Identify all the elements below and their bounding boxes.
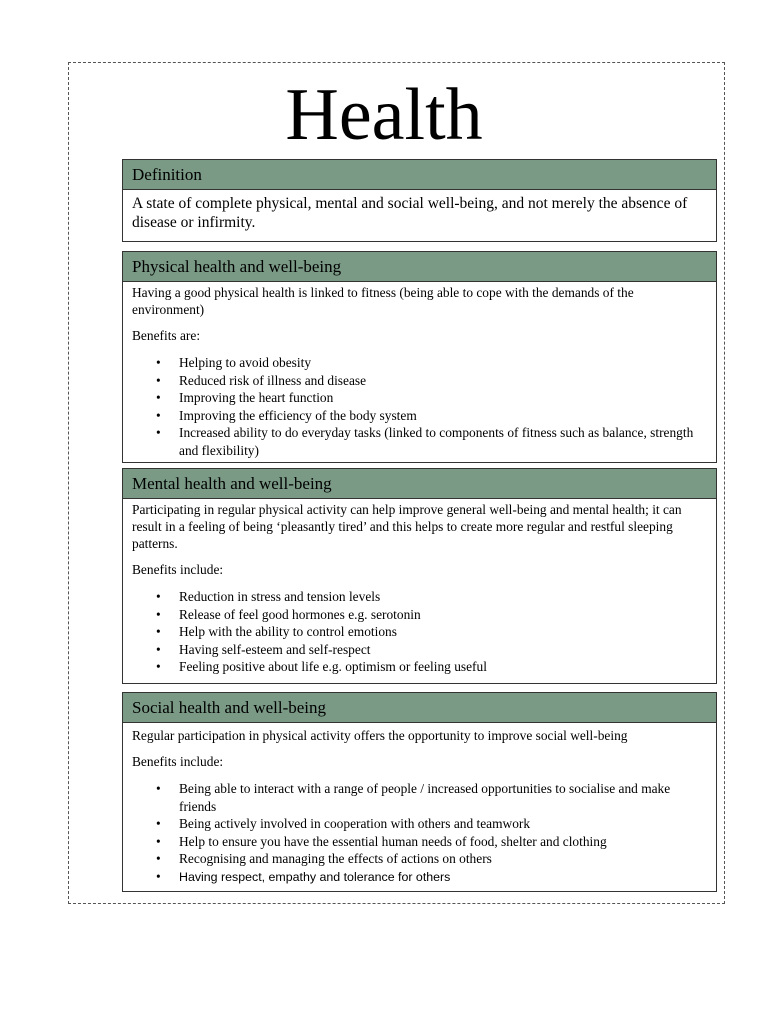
definition-heading: Definition [123, 160, 716, 190]
list-item: • Having respect, empathy and tolerance for others [156, 868, 451, 884]
list-item: • Improving the heart function [156, 390, 334, 406]
social-heading: Social health and well-being [123, 693, 716, 723]
bullet-icon: • [156, 833, 161, 849]
social-benefits-label: Benefits include: [132, 754, 224, 769]
bullet-icon: • [156, 589, 161, 604]
bullet-icon: • [156, 624, 161, 640]
mental-benefits-label: Benefits include: [132, 562, 224, 577]
list-item: • Recognising and managing the effects of actions on others [156, 851, 492, 867]
bullet-icon: • [156, 851, 161, 867]
bullet-icon: • [156, 372, 161, 388]
list-item: • Feeling positive about life e.g. optimism or feeling useful [156, 659, 487, 675]
mental-intro: Participating in regular physical activity can help improve general well-being and mental health; it can result in a feeling of being ‘pleasantly tired’ and this helps to create more regular and restful sleeping patterns. [132, 502, 682, 551]
bullet-icon: • [156, 816, 161, 832]
definition-box [122, 159, 717, 242]
bullet-icon: • [156, 355, 161, 370]
mental-benefits-list [132, 588, 708, 676]
social-benefits-list [132, 780, 708, 887]
list-item: • Help with the ability to control emotions [156, 624, 397, 640]
physical-heading: Physical health and well-being [123, 252, 716, 282]
definition-text: A state of complete physical, mental and social well-being, and not merely the absence of disease or infirmity. [132, 195, 688, 231]
bullet-icon: • [156, 781, 161, 796]
list-item: • Being able to interact with a range of people / increased opportunities to socialise and make friends [156, 781, 671, 814]
physical-benefits-label: Benefits are: [132, 328, 201, 343]
bullet-icon: • [156, 659, 161, 675]
list-item: • Reduced risk of illness and disease [156, 372, 367, 388]
bullet-icon: • [156, 425, 161, 441]
list-item: • Helping to avoid obesity [156, 355, 312, 370]
list-item: • Release of feel good hormones e.g. serotonin [156, 606, 421, 622]
bullet-icon: • [156, 606, 161, 622]
bullet-icon: • [156, 390, 161, 406]
physical-box [122, 251, 717, 463]
physical-benefits-list [132, 354, 708, 460]
bullet-icon: • [156, 641, 161, 657]
mental-box [122, 468, 717, 684]
page-title: Health [285, 74, 483, 156]
bullet-icon: • [156, 407, 161, 423]
mental-heading: Mental health and well-being [123, 469, 716, 499]
list-item: • Being actively involved in cooperation with others and teamwork [156, 816, 531, 832]
physical-intro: Having a good physical health is linked to fitness (being able to cope with the demands of the environment) [132, 285, 634, 317]
social-box [122, 692, 717, 892]
list-item: • Improving the efficiency of the body system [156, 407, 417, 423]
social-intro: Regular participation in physical activity offers the opportunity to improve social well-being [132, 728, 628, 743]
list-item: • Help to ensure you have the essential human needs of food, shelter and clothing [156, 833, 607, 849]
list-item: • Increased ability to do everyday tasks (linked to components of fitness such as balance, strength and flexibility) [156, 425, 694, 458]
list-item: • Having self-esteem and self-respect [156, 641, 371, 657]
list-item: • Reduction in stress and tension levels [156, 589, 381, 604]
bullet-icon: • [156, 868, 161, 884]
